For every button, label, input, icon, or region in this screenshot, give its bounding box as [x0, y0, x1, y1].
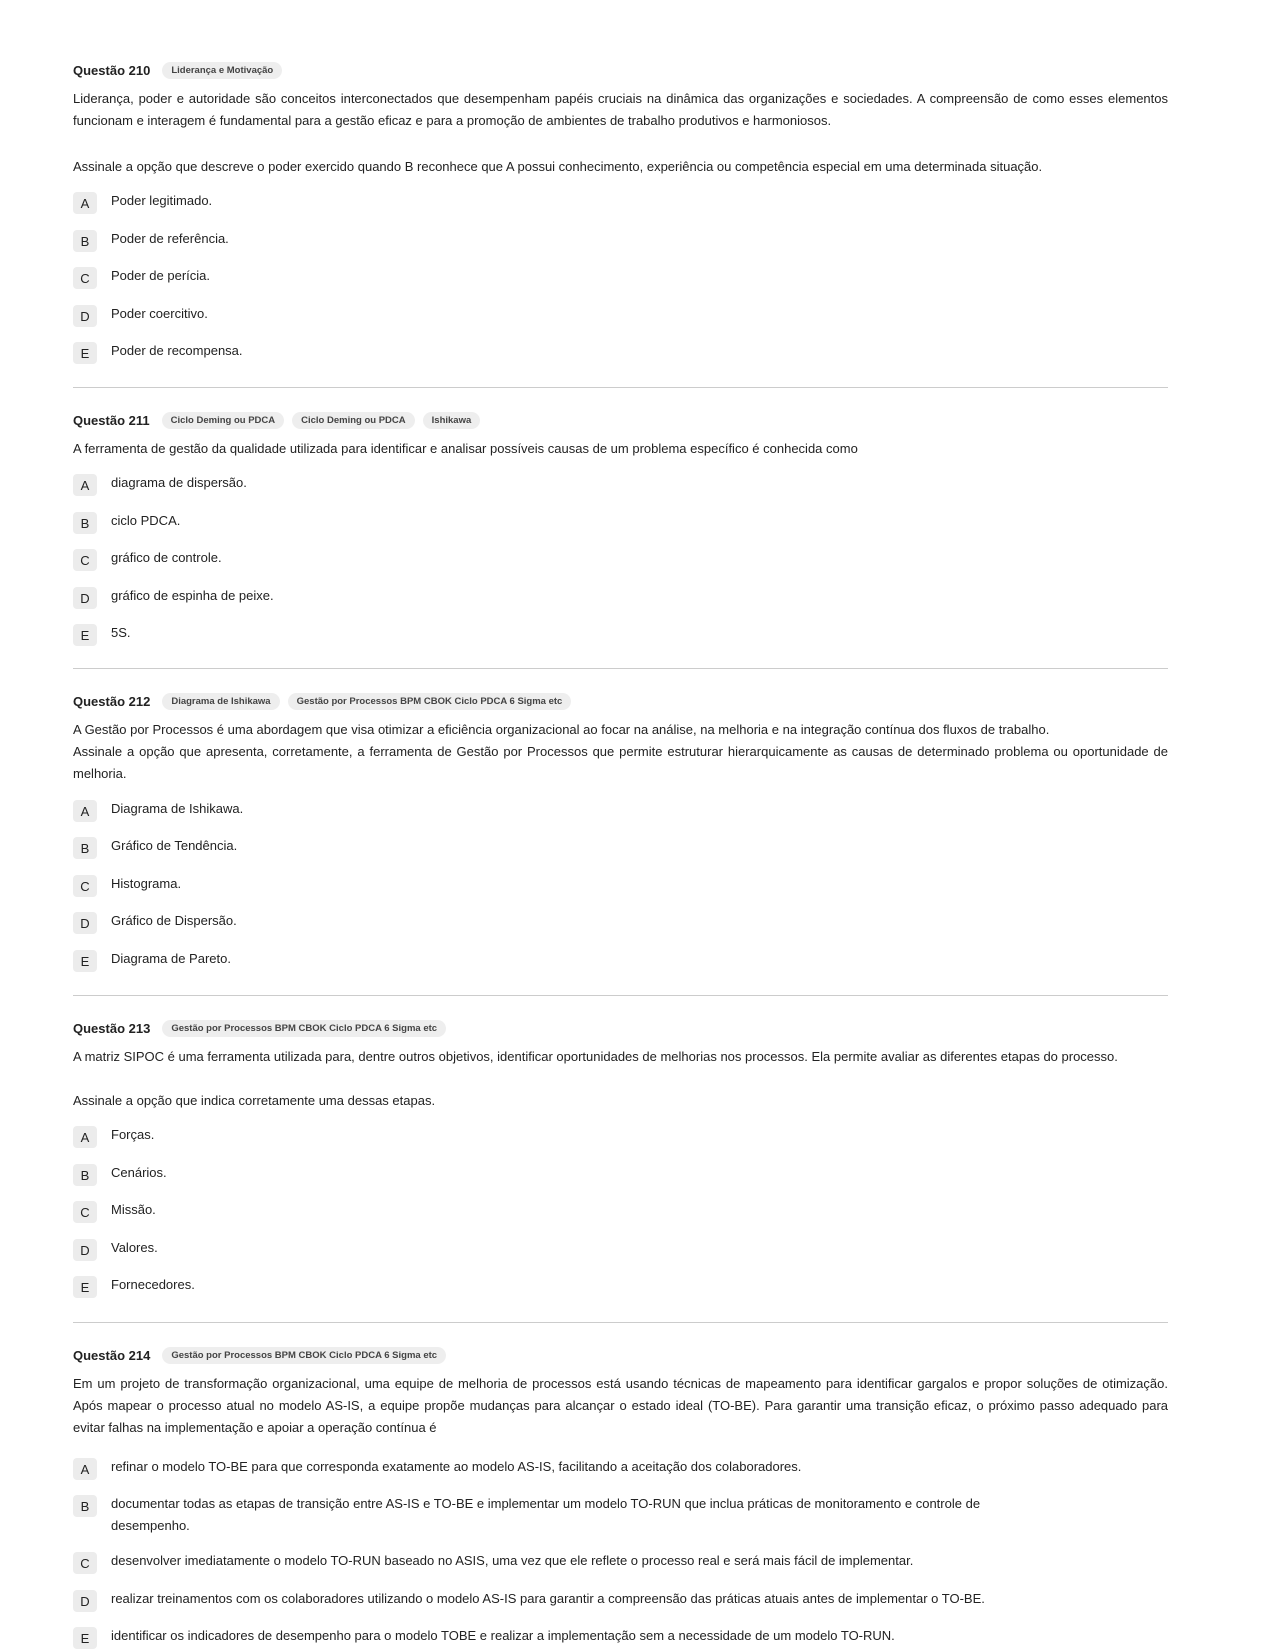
question-statement: Em um projeto de transformação organizacional, uma equipe de melhoria de processos está usando técnicas de mapeamento para identificar gargalos e propor soluções de otimização. Após mapear o processo atual no modelo AS-IS, a equipe propõe mudanças para alcançar o estado ideal (TO-BE). Para garantir uma transição eficaz, o próximo passo adequado para evitar falhas na implementação e apoiar a operação contínua é: [73, 1376, 1168, 1435]
question-command: Assinale a opção que descreve o poder exercido quando B reconhece que A possui conhecimento, experiência ou competência especial em uma determinada situação.: [73, 159, 1043, 174]
option-c[interactable]: [73, 1550, 1083, 1574]
question-212: [73, 691, 1168, 969]
option-a[interactable]: [73, 190, 1083, 214]
option-text: gráfico de controle.: [111, 550, 222, 565]
option-c[interactable]: [73, 265, 1083, 289]
question-header: [73, 691, 1168, 711]
option-e[interactable]: [73, 340, 1083, 364]
option-letter: A: [73, 800, 97, 822]
option-letter: A: [73, 474, 97, 496]
option-letter: C: [73, 875, 97, 897]
option-text: Poder de perícia.: [111, 268, 211, 283]
option-text: Poder coercitivo.: [111, 306, 208, 321]
topic-tag[interactable]: Gestão por Processos BPM CBOK Ciclo PDCA 6 Sigma etc: [162, 1020, 446, 1037]
option-letter: D: [73, 305, 97, 327]
topic-tag[interactable]: Liderança e Motivação: [162, 62, 282, 79]
option-letter: B: [73, 512, 97, 534]
option-a[interactable]: [73, 472, 1083, 496]
option-letter: D: [73, 1590, 97, 1612]
option-d[interactable]: [73, 585, 1083, 609]
question-header: [73, 60, 1168, 80]
option-text: identificar os indicadores de desempenho para o modelo TOBE e realizar a implementação sem a necessidade de um modelo TO-RUN.: [111, 1628, 895, 1643]
option-text: 5S.: [111, 625, 131, 640]
option-text: Poder legitimado.: [111, 193, 213, 208]
question-divider: [73, 1322, 1168, 1323]
question-statement: A ferramenta de gestão da qualidade utilizada para identificar e analisar possíveis causas de um problema específico é conhecida como: [73, 441, 858, 456]
question-header: [73, 410, 1168, 430]
option-letter: A: [73, 1458, 97, 1480]
option-letter: E: [73, 1627, 97, 1649]
question-divider: [73, 668, 1168, 669]
option-text: Poder de referência.: [111, 231, 229, 246]
option-text: Fornecedores.: [111, 1277, 195, 1292]
option-e[interactable]: [73, 1274, 1083, 1298]
question-statement: Liderança, poder e autoridade são conceitos interconectados que desempenham papéis cruciais na dinâmica das organizações e sociedades. A compreensão de como esses elementos funcionam e interagem é fundamental para a gestão eficaz e para a promoção de ambientes de trabalho produtivos e harmoniosos.: [73, 91, 1168, 128]
topic-tag[interactable]: Diagrama de Ishikawa: [162, 693, 279, 710]
question-210: [73, 60, 1168, 361]
option-letter: E: [73, 1276, 97, 1298]
option-b[interactable]: [73, 510, 1083, 534]
option-a[interactable]: [73, 798, 1083, 822]
option-b[interactable]: [73, 835, 1083, 859]
option-letter: E: [73, 624, 97, 646]
option-text: gráfico de espinha de peixe.: [111, 588, 274, 603]
option-letter: B: [73, 837, 97, 859]
topic-tag[interactable]: Gestão por Processos BPM CBOK Ciclo PDCA 6 Sigma etc: [162, 1347, 446, 1364]
option-b[interactable]: [73, 1493, 1053, 1537]
option-e[interactable]: [73, 622, 1083, 646]
question-divider: [73, 387, 1168, 388]
option-text: Valores.: [111, 1240, 158, 1255]
option-letter: C: [73, 549, 97, 571]
option-b[interactable]: [73, 1162, 1083, 1186]
option-text: documentar todas as etapas de transição entre AS-IS e TO-BE e implementar um modelo TO-RUN que inclua práticas de monitoramento e controle de desempenho.: [111, 1496, 981, 1533]
option-text: Gráfico de Dispersão.: [111, 913, 237, 928]
question-title: Questão 211: [73, 412, 150, 428]
option-e[interactable]: [73, 948, 1083, 972]
option-d[interactable]: [73, 910, 1083, 934]
option-d[interactable]: [73, 1588, 1083, 1612]
question-divider: [73, 995, 1168, 996]
topic-tag[interactable]: Gestão por Processos BPM CBOK Ciclo PDCA 6 Sigma etc: [288, 693, 572, 710]
option-text: Poder de recompensa.: [111, 343, 243, 358]
option-text: Diagrama de Ishikawa.: [111, 801, 244, 816]
question-214: [73, 1345, 1168, 1646]
option-letter: E: [73, 342, 97, 364]
option-letter: C: [73, 1552, 97, 1574]
question-command: Assinale a opção que apresenta, corretamente, a ferramenta de Gestão por Processos que permite estruturar hierarquicamente as causas de determinado problema ou oportunidade de melhoria.: [73, 744, 1168, 781]
option-letter: B: [73, 1495, 97, 1517]
question-title: Questão 214: [73, 1347, 151, 1363]
option-text: Forças.: [111, 1127, 155, 1142]
question-header: [73, 1345, 1168, 1365]
question-title: Questão 213: [73, 1020, 151, 1036]
question-211: [73, 410, 1168, 643]
topic-tag[interactable]: Ishikawa: [423, 412, 481, 429]
option-text: Diagrama de Pareto.: [111, 951, 231, 966]
option-text: realizar treinamentos com os colaboradores utilizando o modelo AS-IS para garantir a compreensão das práticas atuais antes de implementar o TO-BE.: [111, 1591, 985, 1606]
option-letter: B: [73, 230, 97, 252]
option-a[interactable]: [73, 1124, 1083, 1148]
option-letter: D: [73, 912, 97, 934]
option-letter: C: [73, 1201, 97, 1223]
question-title: Questão 212: [73, 693, 151, 709]
question-statement: A matriz SIPOC é uma ferramenta utilizada para, dentre outros objetivos, identificar oportunidades de melhorias nos processos. Ela permite avaliar as diferentes etapas do processo.: [73, 1049, 1118, 1064]
option-text: desenvolver imediatamente o modelo TO-RUN baseado no ASIS, uma vez que ele reflete o processo real e será mais fácil de implementar.: [111, 1553, 914, 1568]
option-letter: B: [73, 1164, 97, 1186]
topic-tag[interactable]: Ciclo Deming ou PDCA: [292, 412, 415, 429]
question-title: Questão 210: [73, 62, 151, 78]
option-d[interactable]: [73, 1237, 1083, 1261]
option-letter: D: [73, 1239, 97, 1261]
option-letter: A: [73, 1126, 97, 1148]
option-letter: C: [73, 267, 97, 289]
option-c[interactable]: [73, 1199, 1083, 1223]
option-text: Cenários.: [111, 1165, 167, 1180]
question-command: Assinale a opção que indica corretamente uma dessas etapas.: [73, 1093, 436, 1108]
option-text: Gráfico de Tendência.: [111, 838, 238, 853]
option-text: Missão.: [111, 1202, 156, 1217]
option-letter: A: [73, 192, 97, 214]
option-c[interactable]: [73, 873, 1083, 897]
option-text: ciclo PDCA.: [111, 513, 181, 528]
question-header: [73, 1018, 1168, 1038]
option-text: diagrama de dispersão.: [111, 475, 247, 490]
option-b[interactable]: [73, 228, 1083, 252]
option-text: refinar o modelo TO-BE para que corresponda exatamente ao modelo AS-IS, facilitando a aceitação dos colaboradores.: [111, 1459, 802, 1474]
option-letter: D: [73, 587, 97, 609]
question-213: [73, 1018, 1168, 1295]
topic-tag[interactable]: Ciclo Deming ou PDCA: [162, 412, 285, 429]
option-letter: E: [73, 950, 97, 972]
option-c[interactable]: [73, 547, 1083, 571]
option-d[interactable]: [73, 303, 1083, 327]
question-statement: A Gestão por Processos é uma abordagem que visa otimizar a eficiência organizacional ao focar na análise, na melhoria e na integração contínua dos fluxos de trabalho.: [73, 722, 1050, 737]
option-text: Histograma.: [111, 876, 182, 891]
option-a[interactable]: [73, 1456, 1083, 1480]
option-e[interactable]: [73, 1625, 1083, 1649]
